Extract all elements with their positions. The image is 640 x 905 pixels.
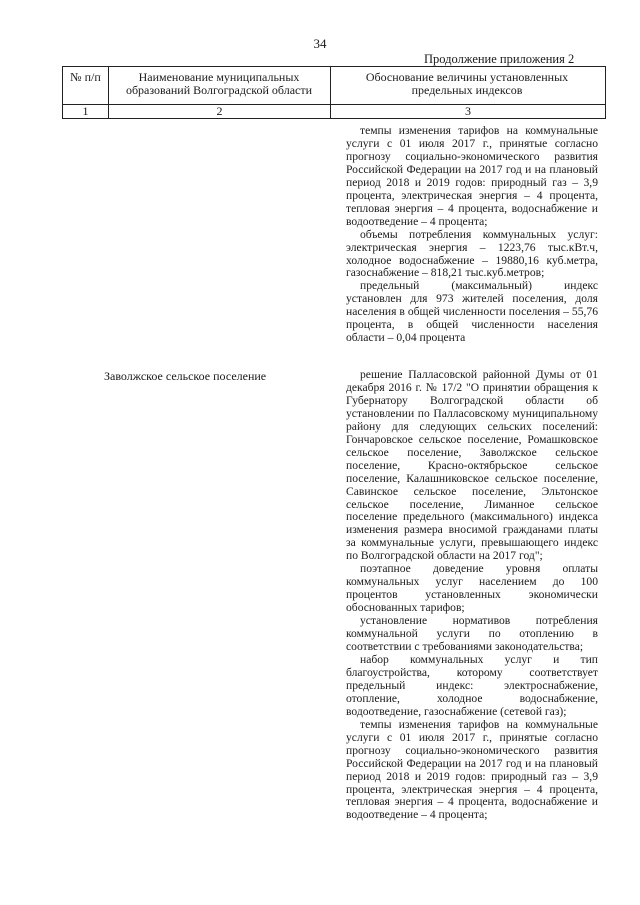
paragraph: поэтапное доведение уровня оплаты коммунальных услуг населением до 100 процентов установленных экономически обоснованных тарифов; (346, 562, 598, 615)
header-municipality: Наименование муниципальных образований Волгоградской области (125, 70, 313, 97)
header-number: № п/п (70, 70, 101, 84)
paragraph: темпы изменения тарифов на коммунальные услуги с 01 июля 2017 г., принятые согласно прогнозу социально-экономического развития Российской Федерации на 2017 год и на плановый период 2018 и 2019 годов: природный газ – 3,9 процента, электрическая энергия – 4 процента, тепловая энергия – 4 процента, водоснабжение и водоотведение – 4 процента; (346, 717, 598, 822)
municipality-name: Заволжское сельское поселение (104, 369, 267, 383)
paragraph: набор коммунальных услуг и тип благоустройства, которому соответствует предельный индекс: электроснабжение, отопление, холодное водоснабжение, водоотведение, газоснабжение (сетевой газ); (346, 652, 598, 718)
page-number: 34 (313, 36, 327, 51)
continuation-label: Продолжение приложения 2 (424, 52, 575, 66)
paragraph: темпы изменения тарифов на коммунальные услуги с 01 июля 2017 г., принятые согласно прогнозу социально-экономического развития Российской Федерации на 2017 год и на плановый период 2018 и 2019 годов: природный газ – 3,9 процента, электрическая энергия – 4 процента, тепловая энергия – 4 процента, водоснабжение и водоотведение – 4 процента; (346, 124, 598, 228)
table-row-justification (346, 125, 598, 345)
header-right-border (605, 66, 606, 119)
header-top-border (62, 66, 606, 67)
paragraph: объемы потребления коммунальных услуг: электрическая энергия – 1223,76 тыс.кВт.ч, холодное водоснабжение – 19880,16 куб.метра, газоснабжение – 818,21 тыс.куб.метров; (346, 227, 598, 280)
table-row-justification (346, 369, 598, 822)
paragraph: установление нормативов потребления коммунальной услуги по отоплению в соответствии с требованиями законодательства; (346, 614, 598, 654)
header-bottom-border (62, 118, 606, 119)
paragraph: решение Палласовской районной Думы от 01 декабря 2016 г. № 17/2 "О принятии обращения к Губернатору Волгоградской области об установлении по Палласовскому муниципальному району для следующих сельских поселений: Гончаровское сельское поселение, Ромашковское сельское поселение, Заволжское сельское поселение, Красно-октябрьское сельское поселение, Калашниковское сельское поселение, Савинское сельское поселение, Эльтонское сельское поселение, Лиманное сельское поселение предельного (максимального) индекса изменения размера вносимой гражданами платы за коммунальные услуги, превышающего индекс по Волгоградской области на 2017 год"; (346, 368, 598, 563)
header-justification: Обоснование величины установленных предельных индексов (365, 70, 569, 97)
paragraph: предельный (максимальный) индекс установлен для 973 жителей поселения, доля населения в общей численности поселения – 55,76 процента, в общей численности населения области – 0,04 процента (346, 279, 598, 345)
column-number-1: 1 (82, 104, 89, 118)
column-number-2: 2 (216, 104, 223, 118)
column-number-3: 3 (465, 104, 471, 118)
